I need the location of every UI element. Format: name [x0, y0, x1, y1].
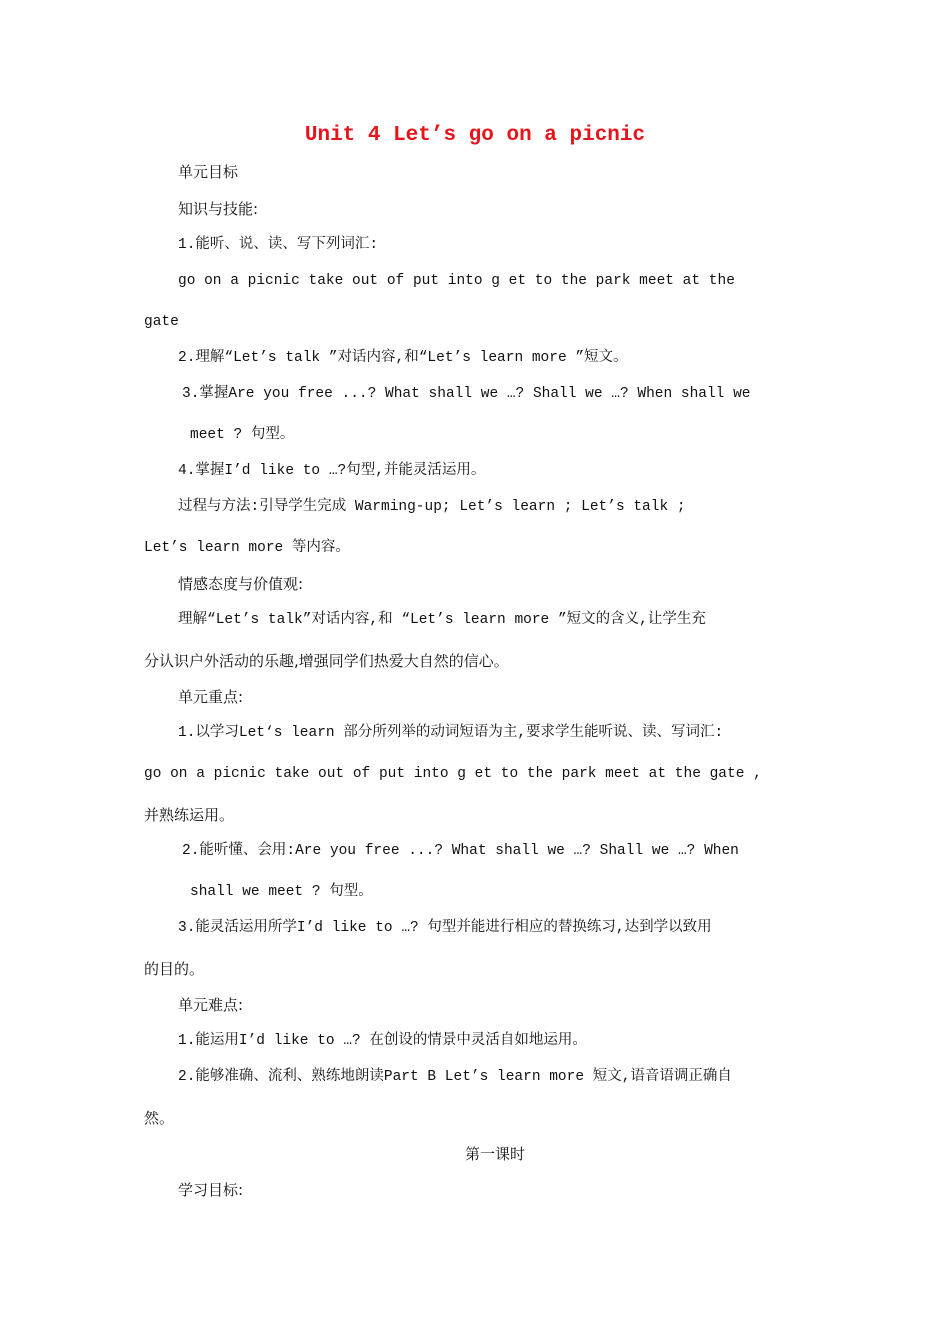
paragraph-line: 理解“Let’s talk”对话内容,和 “Let’s learn more ”短文的含义,让学生充: [178, 612, 706, 628]
document-title: Unit 4 Let’s go on a picnic: [304, 124, 646, 147]
paragraph-line: 3.能灵活运用所学I’d like to …? 句型并能进行相应的替换练习,达到学以致用: [178, 920, 712, 936]
paragraph-line: 过程与方法:引导学生完成 Warming-up; Let’s learn ; Let’s talk ;: [178, 499, 686, 515]
paragraph-line: 的目的。: [144, 960, 205, 978]
paragraph-line: 2.能够准确、流利、熟练地朗读Part B Let’s learn more 短文,语音语调正确自: [178, 1069, 732, 1085]
section-heading-unit-goals: 单元目标: [178, 163, 239, 181]
paragraph-line: 然。: [144, 1109, 175, 1127]
section-heading-knowledge-skills: 知识与技能:: [178, 200, 259, 218]
paragraph-line: 1.能听、说、读、写下列词汇:: [178, 237, 379, 253]
section-heading-attitude: 情感态度与价值观:: [178, 575, 304, 593]
paragraph-line: meet ? 句型。: [190, 427, 295, 443]
paragraph-line: 4.掌握I’d like to …?句型,并能灵活运用。: [178, 463, 486, 479]
section-heading-learning-goals: 学习目标:: [178, 1181, 244, 1199]
paragraph-line: 2.能听懂、会用:Are you free ...? What shall we …? Shall we …? When: [182, 843, 739, 859]
paragraph-line: go on a picnic take out of put into g et to the park meet at the gate ,: [144, 766, 762, 782]
section-heading-difficulties: 单元难点:: [178, 996, 244, 1014]
paragraph-line: 1.能运用I’d like to …? 在创设的情景中灵活自如地运用。: [178, 1033, 587, 1049]
lesson-heading: 第一课时: [464, 1145, 525, 1163]
paragraph-line: 1.以学习Let‘s learn 部分所列举的动词短语为主,要求学生能听说、读、写词汇:: [178, 725, 724, 741]
paragraph-line: 分认识户外活动的乐趣,增强同学们热爱大自然的信心。: [144, 652, 509, 670]
paragraph-line: go on a picnic take out of put into g et to the park meet at the: [178, 273, 735, 289]
paragraph-line: Let’s learn more 等内容。: [144, 540, 350, 556]
section-heading-key-points: 单元重点:: [178, 688, 244, 706]
paragraph-line: shall we meet ? 句型。: [190, 884, 373, 900]
paragraph-line: 并熟练运用。: [144, 806, 235, 824]
paragraph-line: gate: [144, 314, 179, 330]
paragraph-line: 3.掌握Are you free ...? What shall we …? Shall we …? When shall we: [182, 386, 751, 402]
paragraph-line: 2.理解“Let’s talk ”对话内容,和“Let’s learn more ”短文。: [178, 350, 628, 366]
